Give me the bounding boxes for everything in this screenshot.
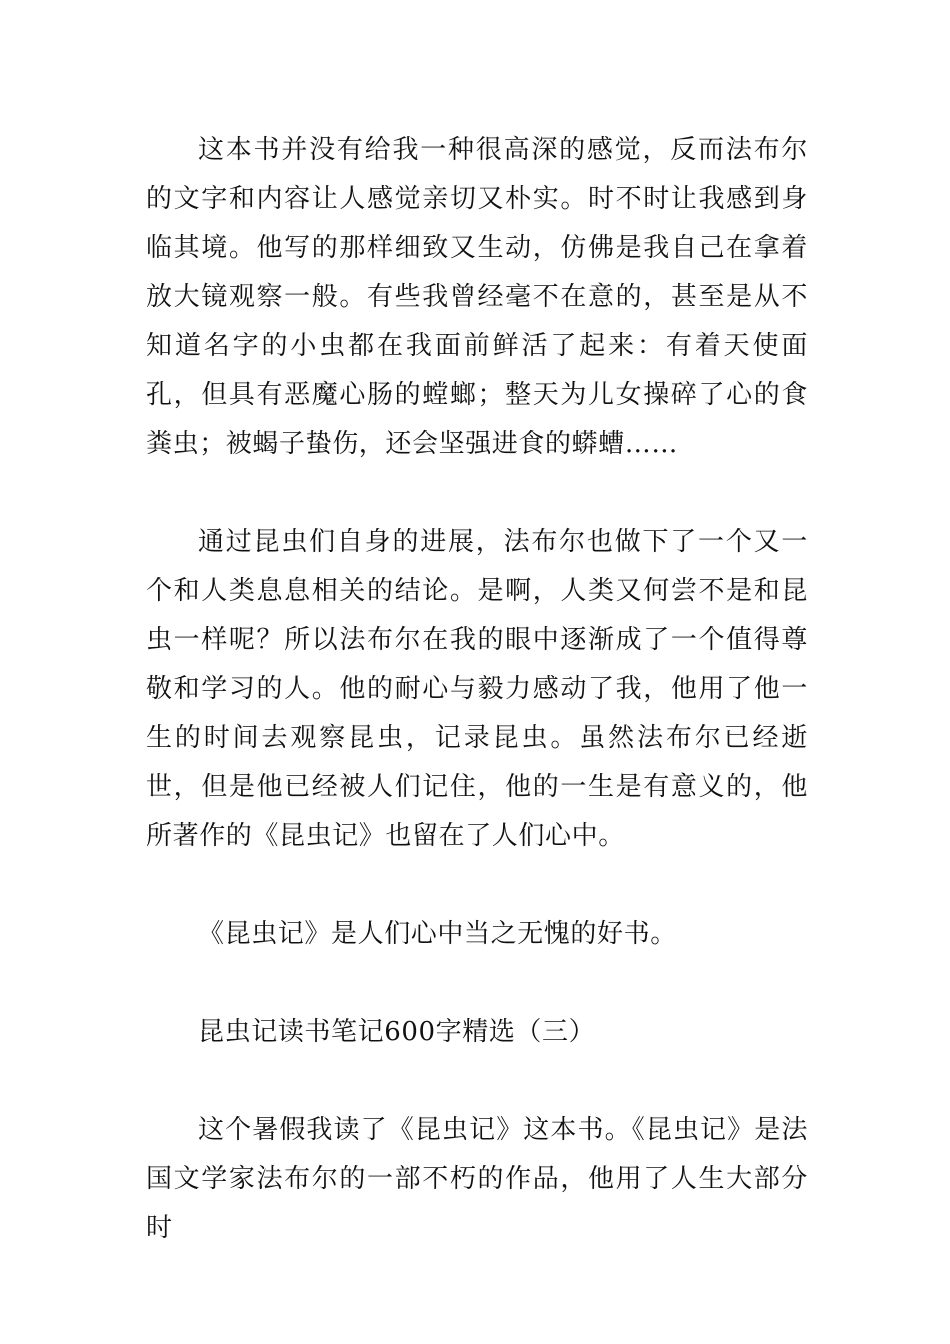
paragraph-1: 这本书并没有给我一种很高深的感觉，反而法布尔的文字和内容让人感觉亲切又朴实。时不时让我感到身临其境。他写的那样细致又生动，仿佛是我自己在拿着放大镜观察一般。有些我曾经毫不在意的，甚至是从不知道名字的小虫都在我面前鲜活了起来：有着天使面孔，但具有恶魔心肠的螳螂；整天为儿女操碎了心的食粪虫；被蝎子蛰伤，还会坚强进食的蟒螬…… [146, 135, 808, 459]
paragraph-2: 通过昆虫们自身的进展，法布尔也做下了一个又一个和人类息息相关的结论。是啊，人类又何尝不是和昆虫一样呢？所以法布尔在我的眼中逐渐成了一个值得尊敬和学习的人。他的耐心与毅力感动了我，他用了他一生的时间去观察昆虫，记录昆虫。虽然法布尔已经逝世，但是他已经被人们记住，他的一生是有意义的，他所著作的《昆虫记》也留在了人们心中。 [146, 527, 808, 851]
document-body [146, 126, 808, 1253]
paragraph-4: 这个暑假我读了《昆虫记》这本书。《昆虫记》是法国文学家法布尔的一部不朽的作品，他用了人生大部分时 [146, 1115, 808, 1243]
section-heading: 昆虫记读书笔记600字精选（三） [198, 1017, 596, 1047]
paragraph-3: 《昆虫记》是人们心中当之无愧的好书。 [198, 919, 677, 949]
